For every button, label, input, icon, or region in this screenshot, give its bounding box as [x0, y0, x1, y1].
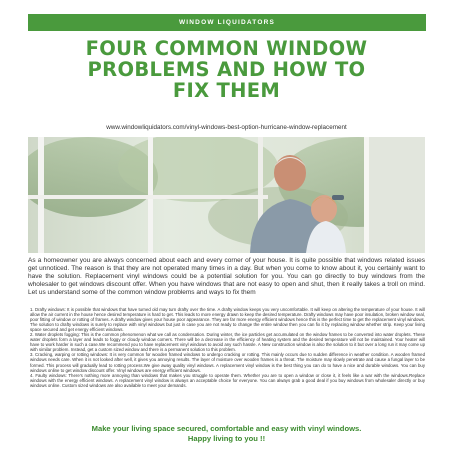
closing-line-2: Happy living to you !! — [187, 434, 266, 443]
intro-paragraph: As a homeowner you are always concerned about each and every corner of your house. It is quite possible that windows related issues get unnoticed. The reason is that they are not operated many times in a day. But when you come to know about it, you certainly want to have the solution. Replacement vinyl windows could be a potential solution for you. You can go directly to buy windows from the wholesaler to get windows discount offer. When you have windows that are not easy to open and shut, then it really takes a troll on mind. Let us understand some of the common window problems and ways to fix them — [28, 257, 425, 297]
brand-banner: WINDOW LIQUIDATORS — [28, 14, 426, 31]
source-url[interactable]: www.windowliquidators.com/vinyl-windows-best-option-hurricane-window-replacement — [106, 124, 347, 131]
problems-list — [28, 307, 425, 388]
hero-photo — [28, 137, 425, 253]
window-scene-illustration — [28, 137, 425, 253]
list-item: 2. Water droplets fogging: This is the common phenomenon what we call as condensation. During winter, the ice particles get accumulated on the window frames to be converted into water droplets. These water droplets form a layer and leads to foggy or cloudy window corners. There will be a decrease in the efficiency of heating system and the desired temperature will not be maintained. Your heater will have to work harder in such a case.We recommend you to have replacement vinyl windows to avoid any such hassle. A New construction window is also the solution to it but over a long run it may come up with similar problem. Instead, get a custom sized window and there is a permanent solution to this problem. — [30, 332, 425, 353]
page-title — [20, 38, 433, 101]
list-item: 3. Cracking, warping or rotting windows: It is very common for wooden framed windows to undergo cracking or rotting. This mainly occurs due to sudden difference in weather condition. A wooden framed windows needs care. When it is not looked after well, it gives you annoying results. The layer of moisture over wooden frames is a threat. The moisture may slowly penetrate and cause a fungal layer to be formed. This process will gradually lead to rotting process.We give away quality vinyl windows. A replacement vinyl window is the best thing you can do to have a nice and durable windows. You can buy windows online to get window discount offer. Vinyl windows are energy efficient windows. — [30, 352, 425, 373]
closing-line-1: Make your living space secured, comfortable and easy with vinyl windows. — [91, 424, 362, 433]
list-item: 1. Drafty windows: It is possible that windows that have turned old may turn drafty over the time. A drafty window keeps you very uncomfortable. It will keep on altering the temperature of your house. It will allow the air current in the house hence desired temperature is hard to get. This leads to more energy drawn to keep the desired temperature. Drafty windows may have poor insulation, broken window seal, poor fitting of window or rotting of frames. A drafty window gives your house poor appearance. They are far more energy efficient windows hence this is the perfect time to get the replacement vinyl windows. The solution to drafty windows is surely to replace with vinyl windows but just in case you are not ready to change the entire window then you can fix it by replacing window whether strip. Keep your living space secured and get energy efficient windows. — [30, 307, 425, 333]
closing-message — [40, 424, 413, 444]
title-line-3: FIX THEM — [172, 79, 281, 102]
title-line-1: FOUR COMMON WINDOW — [85, 37, 368, 60]
title-line-2: PROBLEMS AND HOW TO — [87, 58, 366, 81]
list-item: 4. Faulty windows: There's nothing more annoying than windows that makes you struggle to operate them. Whether you are to open a window or close it, it feels like a war with the windows.Replace windows with the energy efficient windows. A replacement vinyl window is always an acceptable choice for everyone. You can always grab a good deal if you buy windows from wholesaler directly or buy windows online. Custom sized windows are also available to meet your demands. — [30, 372, 425, 388]
